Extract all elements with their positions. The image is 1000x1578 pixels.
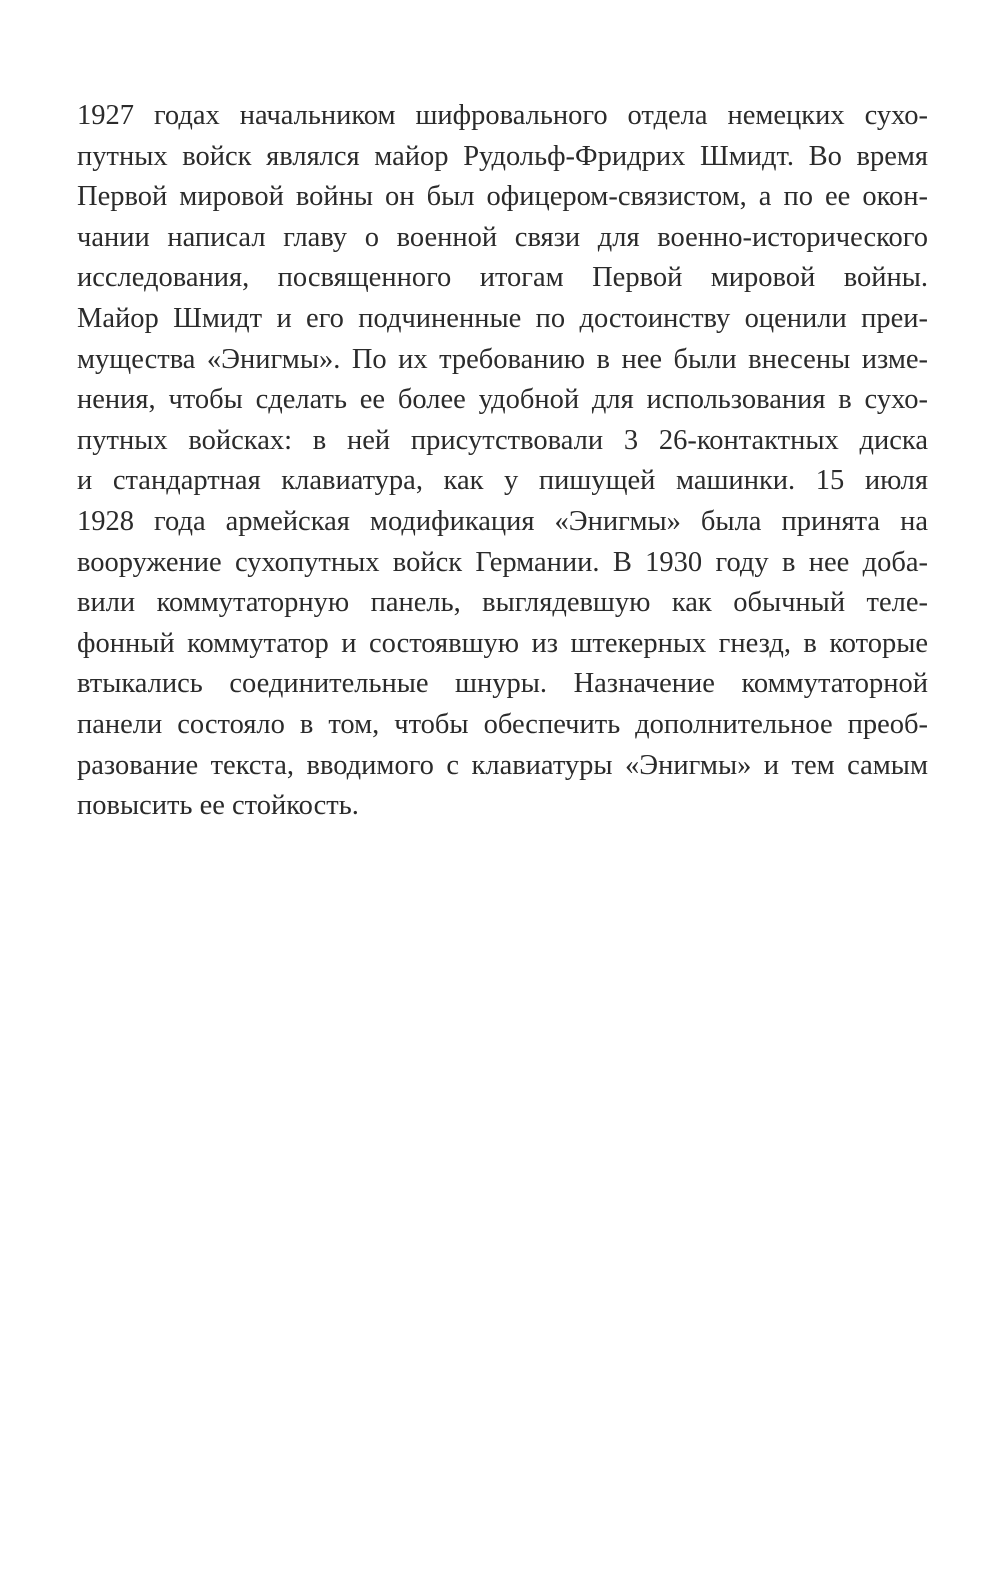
text-line: повысить ее стойкость. [77,790,359,822]
text-line: исследования, посвященного итогам Первой мировой войны. [77,262,928,294]
text-line: Первой мировой войны он был офицером-связистом, а по ее окон- [77,181,928,213]
text-line: разование текста, вводимого с клавиатуры «Энигмы» и тем самым [77,749,928,781]
text-line: нения, чтобы сделать ее более удобной для использования в сухо- [77,384,928,416]
text-line: путных войск являлся майор Рудольф-Фридрих Шмидт. Во время [77,140,928,172]
text-line: втыкались соединительные шнуры. Назначение коммутаторной [77,668,928,700]
text-line: чании написал главу о военной связи для военно-исторического [77,221,928,253]
text-line: 1928 года армейская модификация «Энигмы» была принята на [77,505,928,537]
text-line: фонный коммутатор и состоявшую из штекерных гнезд, в которые [77,627,928,659]
text-line: путных войсках: в ней присутствовали 3 26-контактных диска [77,424,928,456]
text-line: и стандартная клавиатура, как у пишущей машинки. 15 июля [77,465,928,497]
text-line: вили коммутаторную панель, выглядевшую как обычный теле- [77,587,928,619]
text-line: вооружение сухопутных войск Германии. В 1930 году в нее доба- [77,546,928,578]
text-line: мущества «Энигмы». По их требованию в нее были внесены изме- [77,343,928,375]
text-line: 1927 годах начальником шифровального отдела немецких сухо- [77,100,928,131]
text-line: Майор Шмидт и его подчиненные по достоинству оценили преи- [77,302,928,334]
text-line: панели состояло в том, чтобы обеспечить дополнительное преоб- [77,708,928,740]
body-paragraph [77,96,928,827]
